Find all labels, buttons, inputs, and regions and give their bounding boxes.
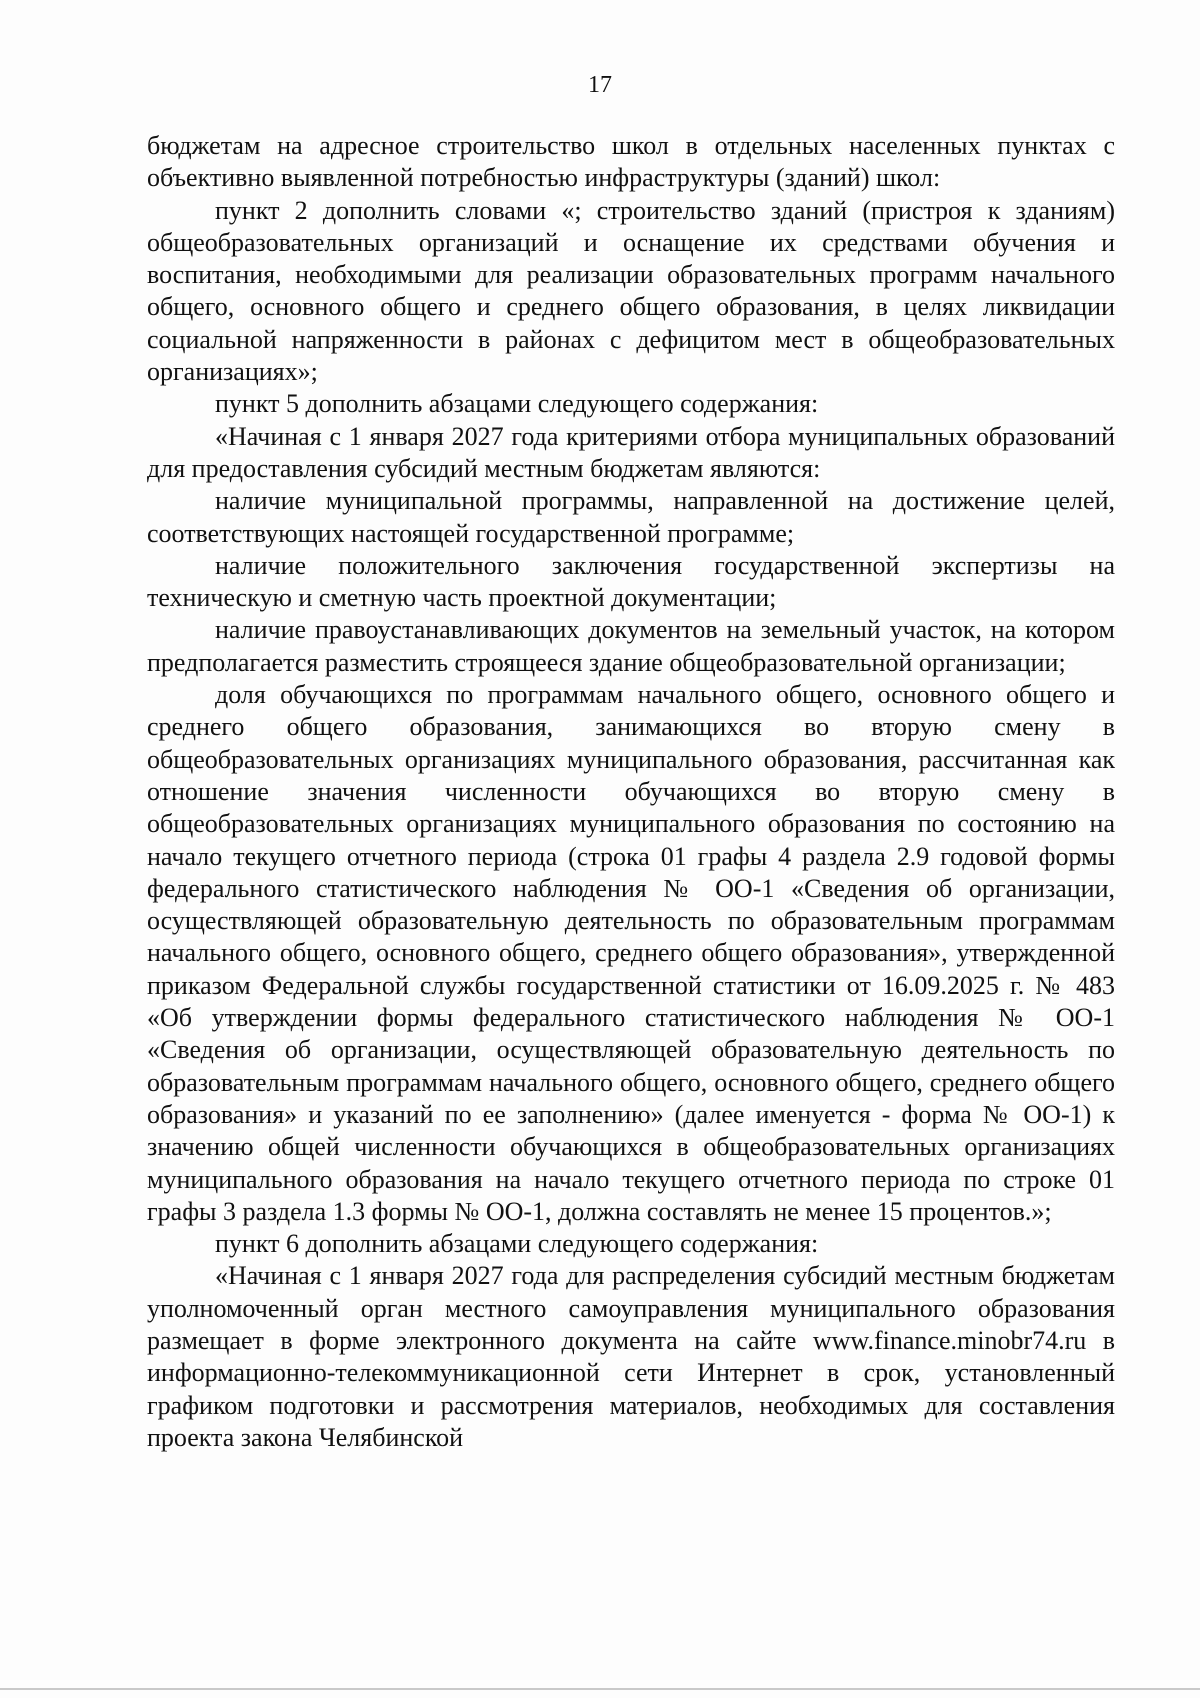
paragraph-item-6-intro: пункт 6 дополнить абзацами следующего содержания: — [215, 1229, 819, 1259]
paragraph-distribution: «Начиная с 1 января 2027 года для распределения субсидий местным бюджетам уполномоченный орган местного самоуправления муниципального образования размещает в форме электронного документа на сайте www.finance.minobr74.ru в информационно-телекоммуникационной сети Интернет в срок, установленный графиком подготовки и рассмотрения материалов, необходимых для составления проекта закона Челябинской — [147, 1261, 1115, 1452]
paragraph-criteria-intro: «Начиная с 1 января 2027 года критериями отбора муниципальных образований для предоставления субсидий местным бюджетам являются: — [147, 421, 1115, 483]
paragraph-criterion-second-shift: доля обучающихся по программам начального общего, основного общего и среднего общего образования, занимающихся во вторую смену в общеобразовательных организациях муниципального образования, рассчитанная как отношение значения численности обучающихся во вторую смену в общеобразовательных организациях муниципального образования по состоянию на начало текущего отчетного периода (строка 01 графы 4 раздела 2.9 годовой формы федерального статистического наблюдения № ОО-1 «Сведения об организации, осуществляющей образовательную деятельность по образовательным программам начального общего, основного общего, среднего общего образования», утвержденной приказом Федеральной службы государственной статистики от 16.09.2025 г. № 483 «Об утверждении формы федерального статистического наблюдения № ОО-1 «Сведения об организации, осуществляющей образовательную деятельность по образовательным программам начального общего, основного общего, среднего общего образования» и указаний по ее заполнению» (далее именуется - форма № ОО-1) к значению общей численности обучающихся в общеобразовательных организациях муниципального образования на начало текущего отчетного периода по строке 01 графы 3 раздела 1.3 формы № ОО-1, должна составлять не менее 15 процентов.»; — [147, 680, 1115, 1226]
paragraph-continuation: бюджетам на адресное строительство школ в отдельных населенных пунктах с объективно выявленной потребностью инфраструктуры (зданий) школ: — [147, 131, 1115, 193]
paragraph-criterion-land: наличие правоустанавливающих документов на земельный участок, на котором предполагается разместить строящееся здание общеобразовательной организации; — [147, 615, 1115, 677]
paragraph-criterion-expertise: наличие положительного заключения государственной экспертизы на техническую и сметную часть проектной документации; — [147, 550, 1115, 613]
scan-edge-line — [0, 1688, 1200, 1690]
paragraph-criterion-program: наличие муниципальной программы, направленной на достижение целей, соответствующих настоящей государственной программе; — [147, 486, 1115, 548]
page-number: 17 — [588, 72, 612, 98]
document-body — [147, 130, 1115, 1454]
paragraph-item-5-intro: пункт 5 дополнить абзацами следующего содержания: — [215, 389, 819, 419]
paragraph-item-2: пункт 2 дополнить словами «; строительство зданий (пристроя к зданиям) общеобразовательных организаций и оснащение их средствами обучения и воспитания, необходимыми для реализации образовательных программ начального общего, основного общего и среднего общего образования, в целях ликвидации социальной напряженности в районах с дефицитом мест в общеобразовательных организациях»; — [147, 195, 1115, 387]
